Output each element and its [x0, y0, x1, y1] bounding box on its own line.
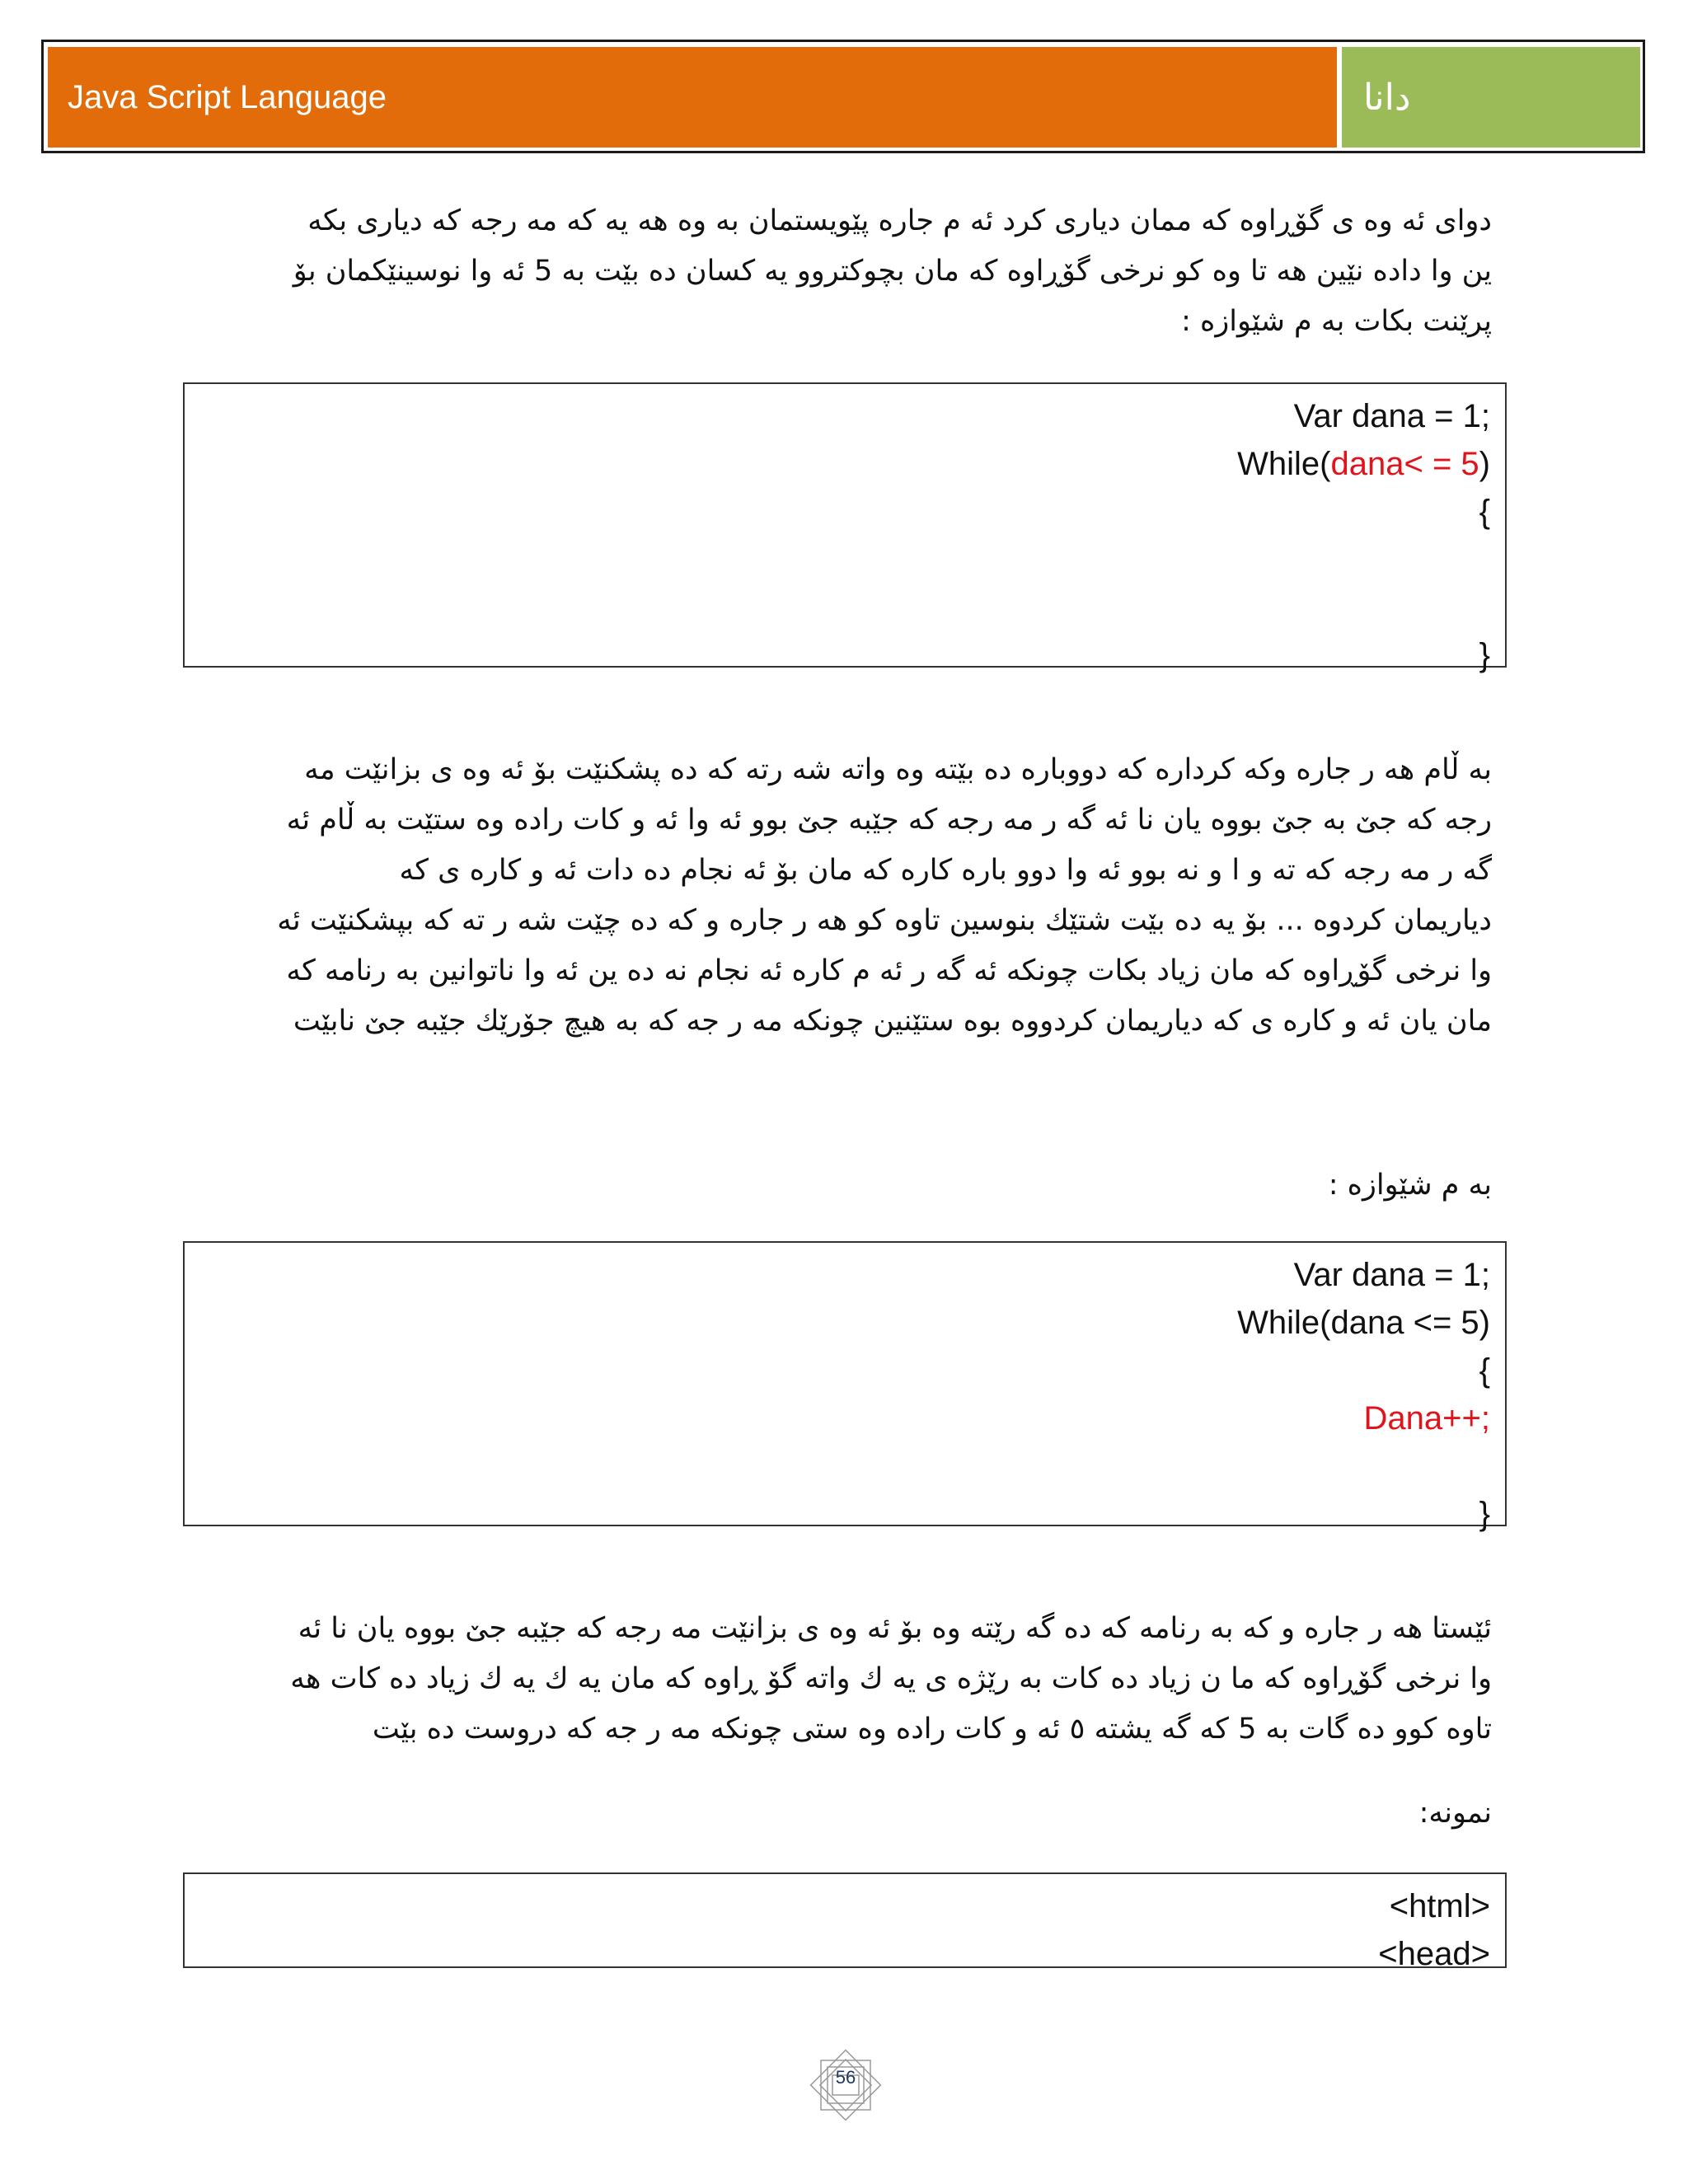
- text-line: به ڵام هه ر جاره وكه كرداره كه دووباره ده بێته وه واته شه رته كه ده پشكنێت بۆ ئه وه ی بزانێت مه: [304, 753, 1492, 786]
- code-block-3: [183, 1872, 1507, 1972]
- code-block-2: [183, 1241, 1507, 1532]
- text-line: نمونه:: [1418, 1797, 1492, 1830]
- code-line: <html>: [1389, 1888, 1490, 1924]
- paragraph-result: [202, 1604, 1492, 1755]
- code-line: {: [1479, 1352, 1490, 1389]
- paragraph-intro: [202, 196, 1492, 347]
- code-line-empty: [199, 583, 1490, 631]
- header-title: Java Script Language: [48, 47, 1342, 148]
- text-line: ئێستا هه ر جاره و كه به رنامه كه ده گه رێته وه بۆ ئه وه ی بزانێت مه رجه كه جێبه جێ بووه یان نا ئه: [298, 1612, 1492, 1645]
- code-block-1: [183, 382, 1507, 673]
- code-line: Var dana = 1;: [1293, 1257, 1490, 1293]
- text-line: دیاریمان كردوه ... بۆ یه ده بێت شتێك بنوسین تاوه كو هه ر جاره و كه ده چێت شه ر ته كه بپشكنێت ئه: [277, 904, 1492, 937]
- code-text: ): [1479, 446, 1490, 482]
- code-condition: dana< = 5: [1330, 446, 1479, 482]
- text-line: پرێنت بكات به م شێوازه :: [1181, 305, 1492, 338]
- page-number: 56: [835, 2067, 856, 2088]
- text-line: دوای ئه وه ی گۆڕاوه كه ممان دیاری كرد ئه م جاره پێویستمان به وه هه یه كه مه رجه كه دیاری بكه: [307, 204, 1492, 237]
- paragraph-example-label: [202, 1788, 1492, 1839]
- text-line: تاوه كوو ده گات به 5 كه گه یشته ٥ ئه و كات راده وه ستی چونكه مه ر جه كه دروست ده بێت: [372, 1713, 1492, 1746]
- text-line: ین وا داده نێین هه تا وه كو نرخی گۆڕاوه كه مان بچوكتروو یه كسان ده بێت به 5 ئه وا نوسینێكمان بۆ: [293, 255, 1492, 288]
- text-line: به م شێوازه :: [1328, 1169, 1492, 1202]
- code-line: {: [1479, 494, 1490, 530]
- text-line: گه ر مه رجه كه ته و ا و نه بوو ئه وا دوو باره كاره كه مان بۆ ئه نجام ده دات ئه و كاره ی كه: [399, 854, 1492, 887]
- text-line: رجه كه جێ به جێ بووه یان نا ئه گه ر مه رجه كه جێبه جێ بوو ئه وا ئه و كات راده وه ستێت به ڵام ئه: [286, 804, 1492, 837]
- code-line: }: [1479, 1496, 1490, 1532]
- text-line: مان یان ئه و كاره ی كه دیاریمان كردووه بوه ستێنین چونكه مه ر جه كه به هیچ جۆرێك جێبه جێ نابێت: [293, 1005, 1492, 1038]
- text-line: وا نرخی گۆڕاوه كه ما ن زیاد ده كات به رێژه ی یه ك واته گۆ ڕاوه كه مان یه ك یه ك زیاد ده كات هه: [290, 1662, 1492, 1695]
- code-text: While(: [1237, 446, 1331, 482]
- code-line: Var dana = 1;: [1293, 398, 1490, 434]
- paragraph-label: [202, 1160, 1492, 1211]
- code-line: [199, 440, 1490, 488]
- header-author: دانا: [1342, 47, 1640, 148]
- code-line: While(dana <= 5): [1237, 1305, 1490, 1341]
- text-line: وا نرخی گۆڕاوه كه مان زیاد بكات چونكه ئه گه ر ئه م كاره ئه نجام نه ده ین ئه وا ناتوانین به رنامه كه: [286, 954, 1492, 987]
- code-line: }: [1479, 637, 1490, 673]
- paragraph-explanation: [202, 745, 1492, 1047]
- code-line: <head>: [1378, 1936, 1490, 1972]
- code-line-empty: [199, 1442, 1490, 1490]
- code-increment: Dana++;: [1363, 1400, 1490, 1436]
- code-line-empty: [199, 536, 1490, 583]
- page-header: [48, 47, 1640, 148]
